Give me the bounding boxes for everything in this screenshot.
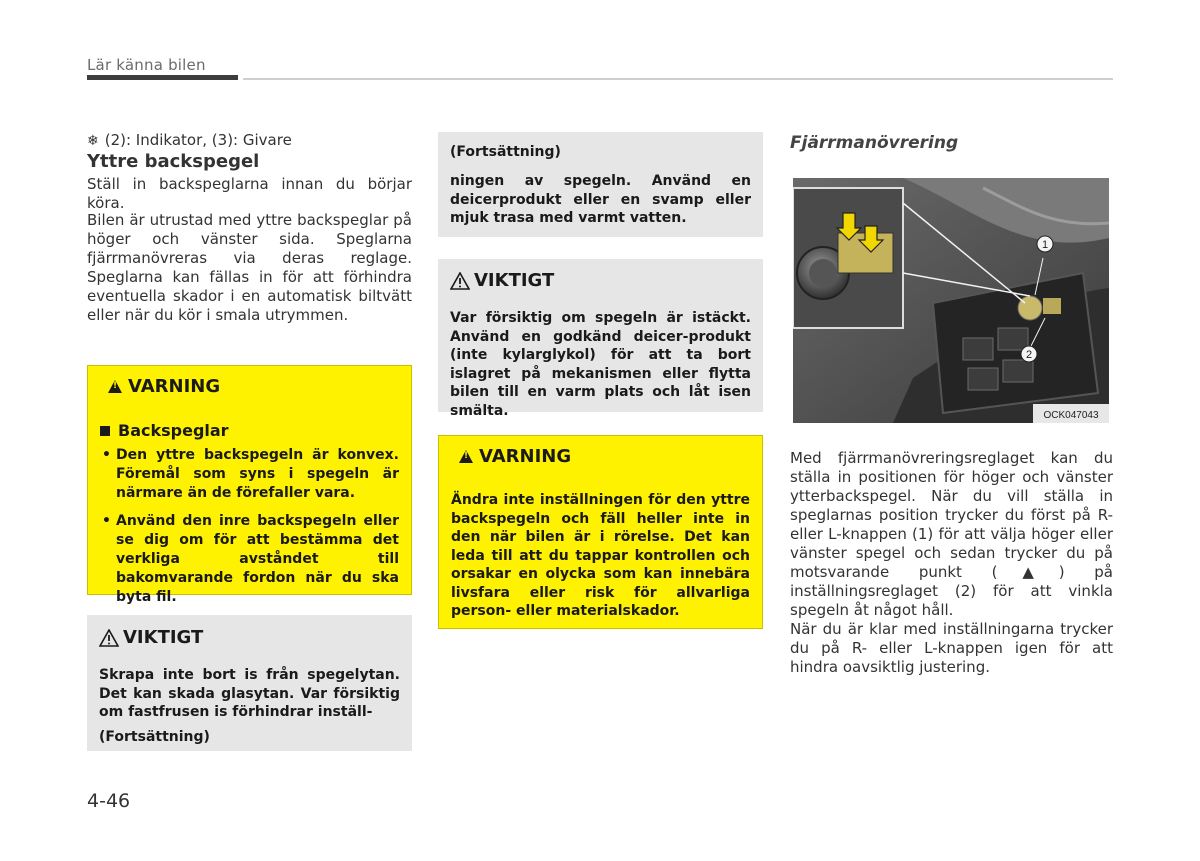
- paragraph-remote-2: När du är klar med inställningarna trycker du på R- eller L-knappen igen för att hindra oavsiktlig justering.: [790, 620, 1113, 676]
- header-rule: [243, 78, 1113, 80]
- continued-label: (Fortsättning): [99, 728, 210, 745]
- important-text: Var försiktig om spegeln är istäckt. Använd en godkänd deicer-produkt (inte kylarglykol) för att ta bort islagret på mekanismen eller flytta bilen till en varm plats och låt isen smälta.: [450, 310, 751, 419]
- warning-box-driving: [438, 435, 763, 629]
- warning-box-mirrors: [87, 365, 412, 605]
- heading-fjarrmanovrering: Fjärrmanövrering: [790, 133, 959, 153]
- continued-label: (Fortsättning): [450, 144, 561, 160]
- warning-subheading: Backspeglar: [100, 421, 399, 440]
- continued-box: [438, 132, 763, 237]
- warning-title: ! VARNING: [108, 376, 399, 397]
- figure-code: OCK047043: [1043, 410, 1099, 421]
- paragraph-mirrors: Bilen är utrustad med yttre backspeglar på höger och vänster sida. Speglarna fjärrmanövreras via deras reglage. Speglarna kan fällas in för att förhindra eventuella skador i en automatisk biltvätt eller när du kör i smala utrymmen.: [87, 211, 412, 324]
- door-switch-figure: [793, 178, 1109, 423]
- important-box-scrape: [87, 615, 412, 751]
- page-number: 4-46: [87, 790, 131, 812]
- square-bullet-icon: [100, 426, 110, 436]
- important-title: VIKTIGT: [450, 270, 751, 291]
- important-title: VIKTIGT: [99, 627, 400, 648]
- section-title: Lär känna bilen: [87, 56, 206, 74]
- list-item: • Använd den inre backspegeln eller se dig om för att bestämma det verkliga avståndet till bakomvarande fordon när du ska byta fil.: [100, 512, 399, 607]
- important-box-ice: [438, 259, 763, 419]
- warning-bullet-list: [100, 446, 399, 607]
- list-item: • Den yttre backspegeln är konvex. Föremål som syns i spegeln är närmare än de förefaller vara.: [100, 446, 399, 503]
- paragraph-remote-1: Med fjärrmanövreringsreglaget kan du ställa in positionen för höger och vänster ytterbackspegel. När du vill ställa in speglarnas position trycker du först på R- eller L-knappen (1) för att välja höger eller vänster spegel och sedan trycker du på motsvarande punkt (▲) på inställningsreglaget (2) för att vinkla spegeln åt något håll.: [790, 449, 1113, 619]
- warning-text: Ändra inte inställningen för den yttre backspegeln och fäll heller inte in den när bilen är i rörelse. Det kan leda till att du tappar kontrollen och orsakar en olycka som kan innebära livsfara eller risk för allvarliga person- eller materialskador.: [451, 492, 750, 619]
- header-bar-accent: [87, 75, 238, 80]
- note-text: (2): Indikator, (3): Givare: [104, 131, 292, 149]
- svg-text:1: 1: [1041, 239, 1049, 251]
- note-line: [87, 131, 412, 150]
- warning-triangle-icon: [108, 380, 122, 393]
- caution-triangle-icon: [99, 629, 119, 647]
- heading-yttre-backspegel: Yttre backspegel: [87, 151, 260, 172]
- snowflake-icon: ❄: [87, 133, 99, 149]
- paragraph-intro: Ställ in backspeglarna innan du börjar köra.: [87, 175, 412, 212]
- warning-title: ! VARNING: [459, 446, 750, 467]
- caution-triangle-icon: [450, 272, 470, 290]
- svg-text:2: 2: [1025, 349, 1033, 361]
- door-panel-illustration: [793, 178, 1109, 423]
- continued-text: ningen av spegeln. Använd en deicerprodukt eller en svamp eller mjuk trasa med varmt vatten.: [450, 173, 751, 226]
- warning-triangle-icon: [459, 450, 473, 463]
- important-text: Skrapa inte bort is från spegelytan. Det kan skada glasytan. Var försiktig om fastfrusen is förhindrar inställ-: [99, 667, 400, 720]
